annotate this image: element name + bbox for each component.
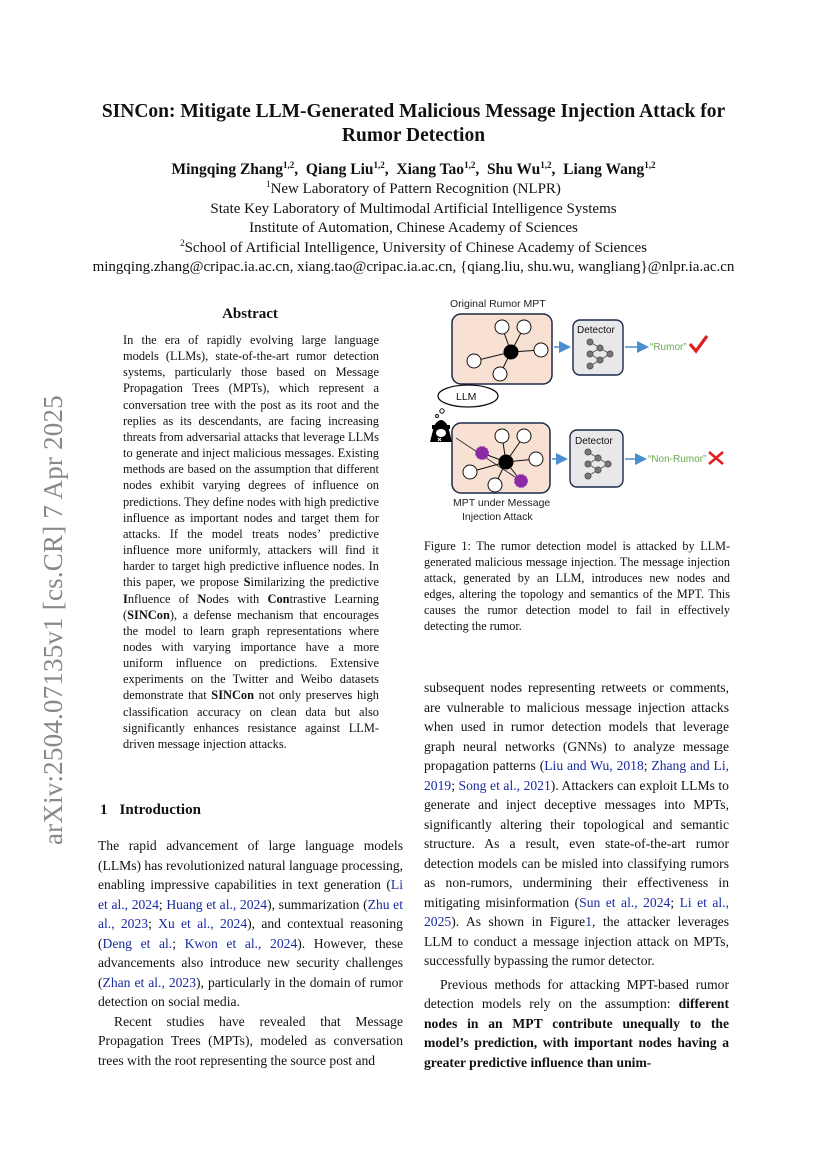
title-line: Rumor Detection [341, 125, 486, 146]
figure-1-diagram [420, 292, 740, 532]
non-rumor-output-label: “Non-Rumor” [648, 454, 707, 465]
citation-link[interactable]: Liu and Wu, 2018 [544, 758, 644, 773]
citation-link[interactable]: Song et al., 2021 [458, 777, 551, 793]
citation-link[interactable]: Xu et al., 2024 [158, 916, 248, 931]
check-icon [690, 336, 707, 351]
affiliation-2: $^2$School of Artificial Intelligence, University of Chinese Academy of Sciences [180, 238, 647, 256]
detector-box [570, 430, 623, 487]
reply-node [463, 465, 477, 479]
attacked-mpt-panel [452, 423, 550, 493]
figure-bottom-label: MPT under Message [453, 497, 551, 509]
right-column-text [424, 678, 729, 1072]
reply-node [529, 452, 543, 466]
citation-link[interactable]: Zhu et al., 2023 [98, 896, 403, 931]
figure-bottom-label: Injection Attack [462, 511, 533, 523]
figure-top-label: Original Rumor MPT [450, 298, 546, 310]
affiliation-1c: Institute of Automation, Chinese Academy of Sciences [249, 220, 578, 236]
author: Liang Wang$^{1,2}$ [563, 159, 656, 178]
root-node [504, 345, 519, 360]
injected-node [476, 447, 489, 460]
cross-icon [709, 452, 723, 464]
author: Shu Wu$^{1,2}$ [486, 159, 552, 178]
citation-link[interactable]: Li et al., 2024 [98, 877, 403, 912]
llm-cloud-icon [436, 385, 499, 418]
reply-node [495, 429, 509, 443]
abstract-heading: Abstract [222, 306, 278, 322]
paragraph: subsequent nodes representing retweets or comments, are vulnerable to malicious message injection attacks when used in rumor detection models that leverage graph neural networks (GNNs) to analyze message propagation patterns (Liu and Wu, 2018; Zhang and Li, 2019; Song et al., 2021). Attackers can exploit LLMs to generate and inject deceptive messages into MPTs, significantly altering their topological and semantic structure. As a result, even state-of-the-art rumor detection models can be misled into classifying rumors as non-rumors, undermining their effectiveness in mitigating misinformation (Sun et al., 2024; Li et al., 2025). As shown in Figure1, the attacker leverages LLM to conduct a message injection attack on MPTs, successfully bypassing the rumor detector. [424, 680, 729, 968]
abstract-body: In the era of rapidly evolving large language models (LLMs), state-of-the-art rumor detection systems, particularly those based on Message Propagation Trees (MPTs), which represent a conversation tree with the post as its root and the replies as its descendants, are facing increasing threats from adversarial attacks that leverage LLMs to generate and inject malicious messages. Existing methods are based on the assumption that different nodes exhibit varying degrees of influence on predictions. They define nodes with high predictive influence as important nodes and target them for attacks. If the model treats nodes’ predictive influence more uniformly, attackers will find it harder to target high predictive influence nodes. In this paper, we propose Similarizing the predictive Influence of Nodes with Contrastive Learning (SINCon), a defense mechanism that encourages the model to learn graph representations where nodes with varying importance have a more uniform influence on predictions. Extensive experiments on the Twitter and Weibo datasets demonstrate that SINCon not only preserves high classification accuracy on clean data but also significantly enhances resistance against LLM-driven message injection attacks. [123, 333, 380, 751]
citation-link[interactable]: Li et al., 2025 [424, 894, 729, 929]
arxiv-stamp [18, 365, 68, 845]
reply-node [493, 367, 507, 381]
rumor-output-label: “Rumor” [650, 342, 687, 353]
affiliation-1: $^1$New Laboratory of Pattern Recognition (NLPR) [266, 179, 561, 197]
detector-label: Detector [577, 325, 615, 336]
author: Xiang Tao$^{1,2}$ [396, 159, 476, 178]
paper-title [60, 100, 767, 148]
author: Qiang Liu$^{1,2}$ [305, 159, 385, 178]
paragraph: The rapid advancement of large language models (LLMs) has revolutionized natural language processing, enabling impressive capabilities in text generation (Li et al., 2024; Huang et al., 2024), summarization (Zhu et al., 2023; Xu et al., 2024), and contextual reasoning (Deng et al.; Kwon et al., 2024). However, these advancements also introduce new security challenges (Zhan et al., 2023), particularly in the domain of rumor detection on social media. [98, 838, 404, 1009]
reply-node [517, 429, 531, 443]
citation-link[interactable]: Kwon et al., 2024 [184, 935, 298, 951]
figure-caption: Figure 1: The rumor detection model is attacked by LLM-generated malicious message injection. The message injection attack, generated by an LLM, introduces new nodes and edges, altering the topology and semantics of the MPT. This causes the rumor detection model to fail in effectively detecting the rumor. [424, 539, 730, 634]
author: Mingqing Zhang$^{1,2}$ [171, 159, 295, 178]
author-list: Mingqing Zhang$^{1,2}$, Qiang Liu$^{1,2}$, Xiang Tao$^{1,2}$, Shu Wu$^{1,2}$, Liang Wang$^{1,2}$ [171, 159, 656, 178]
detector-box [573, 320, 623, 375]
citation-link[interactable]: Zhang and Li, 2019 [424, 758, 729, 793]
affiliation-1b: State Key Laboratory of Multimodal Artificial Intelligence Systems [210, 201, 617, 217]
original-mpt-panel [452, 314, 552, 384]
attacker-icon [430, 420, 452, 442]
reply-node [467, 354, 481, 368]
title-line: SINCon: Mitigate LLM-Generated Malicious Message Injection Attack for [101, 101, 726, 122]
llm-label: LLM [456, 391, 477, 403]
paragraph: Recent studies have revealed that Message Propagation Trees (MPTs), modeled as conversation trees with the root representing the source post and [98, 1013, 403, 1068]
author-emails: mingqing.zhang@cripac.ia.ac.cn, xiang.tao@cripac.ia.ac.cn, {qiang.liu, shu.wu, wangliang}@nlpr.ia.ac.cn [92, 259, 735, 275]
reply-node [517, 320, 531, 334]
detector-label: Detector [575, 436, 613, 447]
paragraph: Previous methods for attacking MPT-based rumor detection models rely on the assumption: different nodes in an MPT contribute unequally to the model’s prediction, with important nodes having a greater predictive influence than unim- [424, 976, 729, 1070]
reply-node [495, 320, 509, 334]
citation-link[interactable]: Sun et al., 2024 [579, 894, 671, 910]
injected-node [515, 475, 528, 488]
root-node [499, 455, 514, 470]
reply-node [488, 478, 502, 492]
section-heading: 1 Introduction [100, 802, 201, 818]
citation-link[interactable]: Zhan et al., 2023 [102, 974, 197, 990]
left-column-text [98, 836, 403, 1070]
citation-link[interactable]: Deng et al. [102, 935, 173, 951]
citation-link[interactable]: Huang et al., 2024 [166, 896, 268, 912]
figure-ref-link[interactable]: 1 [585, 914, 593, 929]
reply-node [534, 343, 548, 357]
arxiv-stamp-text: arXiv:2504.07135v1 [cs.CR] 7 Apr 2025 [38, 395, 68, 845]
